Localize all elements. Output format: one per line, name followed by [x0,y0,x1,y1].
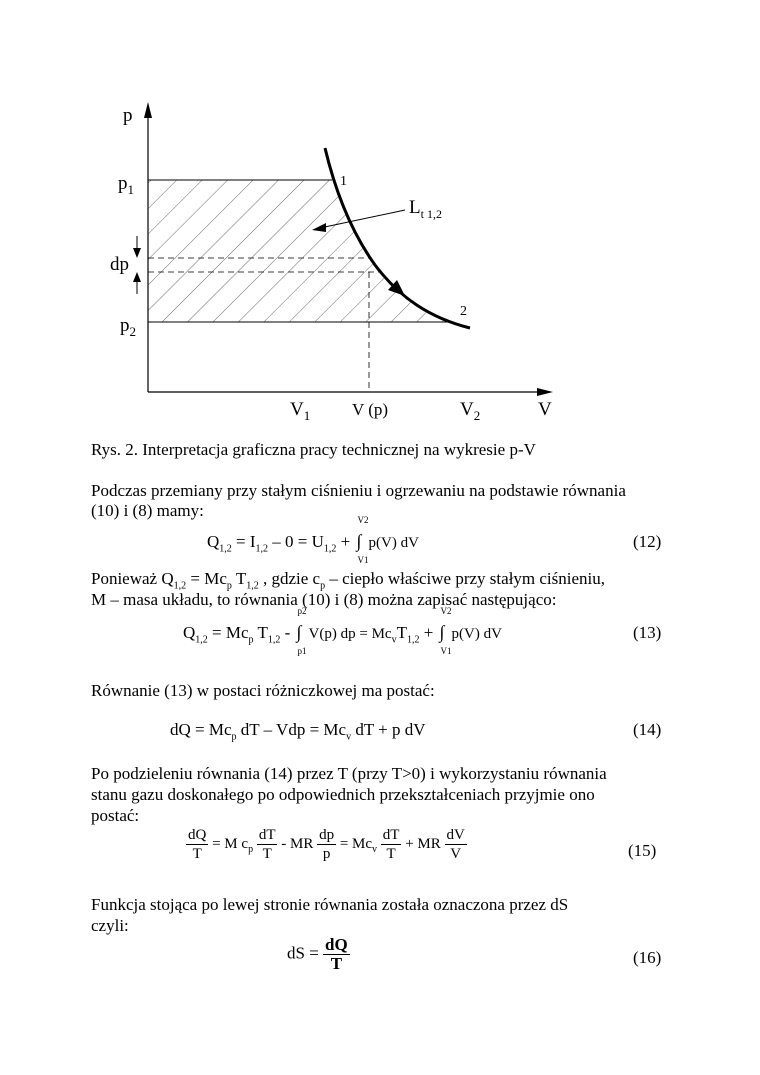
v-axis-arrow [537,388,553,396]
paragraph-5-line-2: czyli: [91,916,129,935]
axis-p-label: p [123,105,133,126]
equation-14-number: (14) [633,720,662,739]
axis-v-label: V [538,399,552,420]
point-2-label: 2 [460,304,467,319]
equation-16: dS = $\frac{dQ}{T}$ [287,935,348,973]
paragraph-4-line-1: Po podzieleniu równania (14) przez T (przy T>0) i wykorzystaniu równania [91,764,607,783]
equation-15-number: (15) [628,841,657,860]
paragraph-4-line-2: stanu gazu doskonałego po odpowiednich przekształceniach przyjmie ono [91,785,595,804]
v1-label: $V_1$ [290,399,311,423]
equation-12-number: (12) [633,532,662,551]
lt-label: $L_{t 1,2}$ [409,197,442,221]
paragraph-4-line-3: postać: [91,806,140,825]
paragraph-3: Równanie (13) w postaci różniczkowej ma postać: [91,681,435,700]
paragraph-1-line-1: Podczas przemiany przy stałym ciśnieniu i ogrzewaniu na podstawie równania [91,481,626,500]
paragraph-2-line-1: Ponieważ $Q_{1,2} = Mc_p$ $T_{1,2}$ , gdzie $c_p$ – ciepło właściwe przy stałym ciśnieniu, [91,569,606,592]
equation-15: $\frac{dQ}{T}$ = M $c_p$ $\frac{dT}{T}$ - MR $\frac{dp}{p}$ = $Mc_v$ $\frac{dT}{T}$ + MR $\frac{dV}{V}$ [188,827,465,862]
paragraph-5-line-1: Funkcja stojąca po lewej stronie równania została oznaczona przez dS [91,895,569,914]
pv-diagram [0,0,760,430]
paragraph-2-line-2: M – masa układu, to równania (10) i (8) można zapisać następująco: [91,590,557,609]
figure-caption: Rys. 2. Interpretacja graficzna pracy technicznej na wykresie p-V [91,440,536,459]
p2-label: $p_2$ [120,315,136,339]
equation-16-number: (16) [633,948,662,967]
dp-label: dp [110,254,129,275]
vp-label: V (p) [352,400,389,419]
equation-12: $Q_{1,2} = I_{1,2} - 0 = U_{1,2}$ + ∫ V2 V1 p(V) dV [207,515,419,566]
p-axis-arrow [144,102,152,118]
equation-14: dQ = $Mc_p$ dT – Vdp = $Mc_v$ dT + p dV [170,720,426,743]
paragraph-1-line-2: (10) i (8) mamy: [91,501,204,520]
p1-label: $p_1$ [118,173,134,197]
v2-label: $V_2$ [460,399,481,423]
equation-13-number: (13) [633,623,662,642]
point-1-label: 1 [340,174,347,189]
equation-13: $Q_{1,2} = Mc_p$ $T_{1,2}$ - ∫ p2 p1 V(p) dp = $Mc_vT_{1,2}$ + ∫ V2 V1 p(V) dV [183,606,502,657]
